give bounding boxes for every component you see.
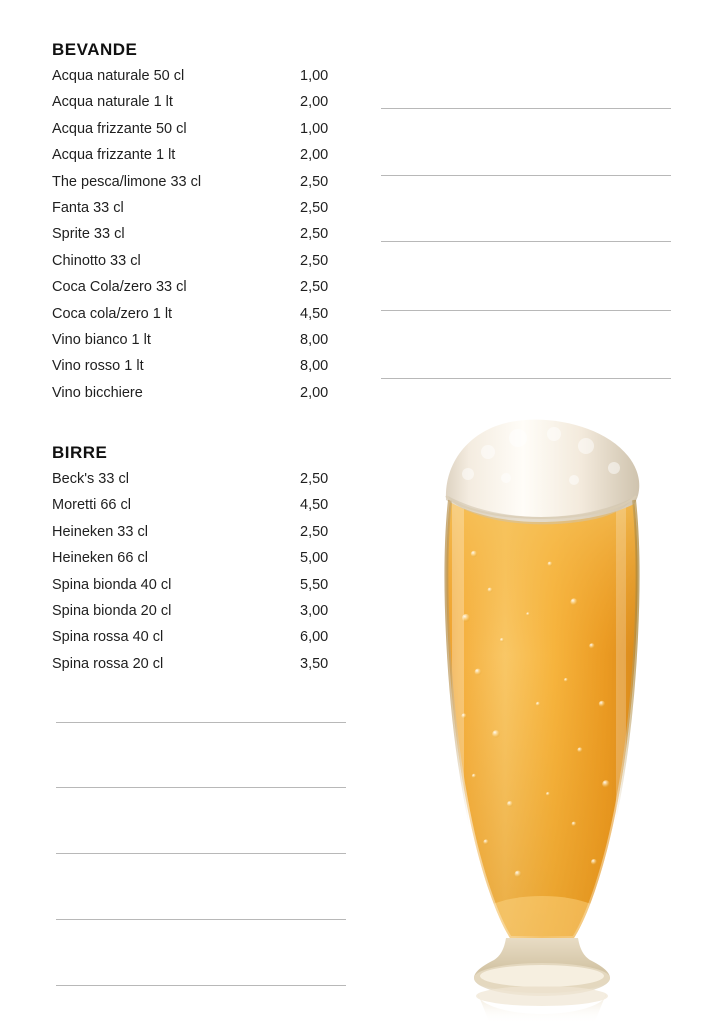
item-price: 3,00 xyxy=(300,603,329,620)
item-name: The pesca/limone 33 cl xyxy=(52,173,202,190)
item-name: Spina rossa 40 cl xyxy=(52,629,164,646)
writing-rule xyxy=(381,310,671,311)
item-name: Coca Cola/zero 33 cl xyxy=(52,279,187,296)
item-price: 5,00 xyxy=(300,550,329,567)
item-price: 4,50 xyxy=(300,305,329,322)
menu-item xyxy=(52,200,352,226)
menu-column xyxy=(52,40,352,682)
menu-item xyxy=(52,497,352,523)
item-name: Heineken 66 cl xyxy=(52,550,148,567)
menu-item xyxy=(52,174,352,200)
item-price: 8,00 xyxy=(300,331,329,348)
item-price: 2,50 xyxy=(300,226,329,243)
item-name: Spina bionda 40 cl xyxy=(52,576,172,593)
item-price: 2,50 xyxy=(300,173,329,190)
item-name: Heineken 33 cl xyxy=(52,523,148,540)
item-name: Chinotto 33 cl xyxy=(52,252,141,269)
item-name: Moretti 66 cl xyxy=(52,497,131,514)
beer-glass-photo xyxy=(378,404,696,1024)
writing-rule xyxy=(381,378,671,379)
item-name: Coca cola/zero 1 lt xyxy=(52,305,173,322)
section-title-bevande: BEVANDE xyxy=(52,40,138,59)
item-name: Spina rossa 20 cl xyxy=(52,655,164,672)
writing-rule xyxy=(56,919,346,920)
item-name: Acqua naturale 50 cl xyxy=(52,68,185,84)
menu-list-bevande xyxy=(52,68,352,411)
menu-list-birre xyxy=(52,471,352,682)
item-name: Acqua frizzante 1 lt xyxy=(52,147,176,164)
item-price: 2,50 xyxy=(300,199,329,216)
item-price: 3,50 xyxy=(300,655,329,672)
menu-item xyxy=(52,471,352,497)
writing-rule xyxy=(381,241,671,242)
menu-item xyxy=(52,332,352,358)
menu-item xyxy=(52,306,352,332)
menu-item xyxy=(52,94,352,120)
menu-item xyxy=(52,253,352,279)
writing-rule xyxy=(56,853,346,854)
item-price: 4,50 xyxy=(300,497,329,514)
writing-rule xyxy=(56,985,346,986)
menu-item xyxy=(52,603,352,629)
item-name: Vino rosso 1 lt xyxy=(52,358,144,375)
menu-item xyxy=(52,656,352,682)
writing-rule xyxy=(381,108,671,109)
menu-item xyxy=(52,358,352,384)
menu-item xyxy=(52,147,352,173)
menu-item xyxy=(52,550,352,576)
item-price: 1,00 xyxy=(300,120,329,137)
item-price: 5,50 xyxy=(300,576,329,593)
menu-item xyxy=(52,68,352,94)
writing-rule xyxy=(381,175,671,176)
item-name: Fanta 33 cl xyxy=(52,199,124,216)
item-price: 8,00 xyxy=(300,358,329,375)
section-spacer xyxy=(52,411,352,443)
menu-item xyxy=(52,279,352,305)
menu-item xyxy=(52,121,352,147)
menu-item xyxy=(52,577,352,603)
item-price: 2,00 xyxy=(300,94,329,111)
item-name: Sprite 33 cl xyxy=(52,226,125,243)
menu-item xyxy=(52,385,352,411)
menu-item xyxy=(52,629,352,655)
item-price: 2,50 xyxy=(300,252,329,269)
menu-item xyxy=(52,524,352,550)
item-name: Spina bionda 20 cl xyxy=(52,603,172,620)
item-price: 2,50 xyxy=(300,279,329,296)
item-price: 6,00 xyxy=(300,629,329,646)
item-name: Vino bianco 1 lt xyxy=(52,331,151,348)
item-price: 2,00 xyxy=(300,384,329,401)
item-price: 2,50 xyxy=(300,471,329,488)
item-name: Beck's 33 cl xyxy=(52,471,129,488)
item-name: Vino bicchiere xyxy=(52,384,143,401)
section-title-birre: BIRRE xyxy=(52,443,108,463)
item-price: 2,50 xyxy=(300,523,329,540)
writing-rule xyxy=(56,722,346,723)
writing-rule xyxy=(56,787,346,788)
item-name: Acqua naturale 1 lt xyxy=(52,94,173,111)
menu-item xyxy=(52,226,352,252)
item-name: Acqua frizzante 50 cl xyxy=(52,120,187,137)
item-price: 1,00 xyxy=(300,68,329,84)
item-price: 2,00 xyxy=(300,147,329,164)
